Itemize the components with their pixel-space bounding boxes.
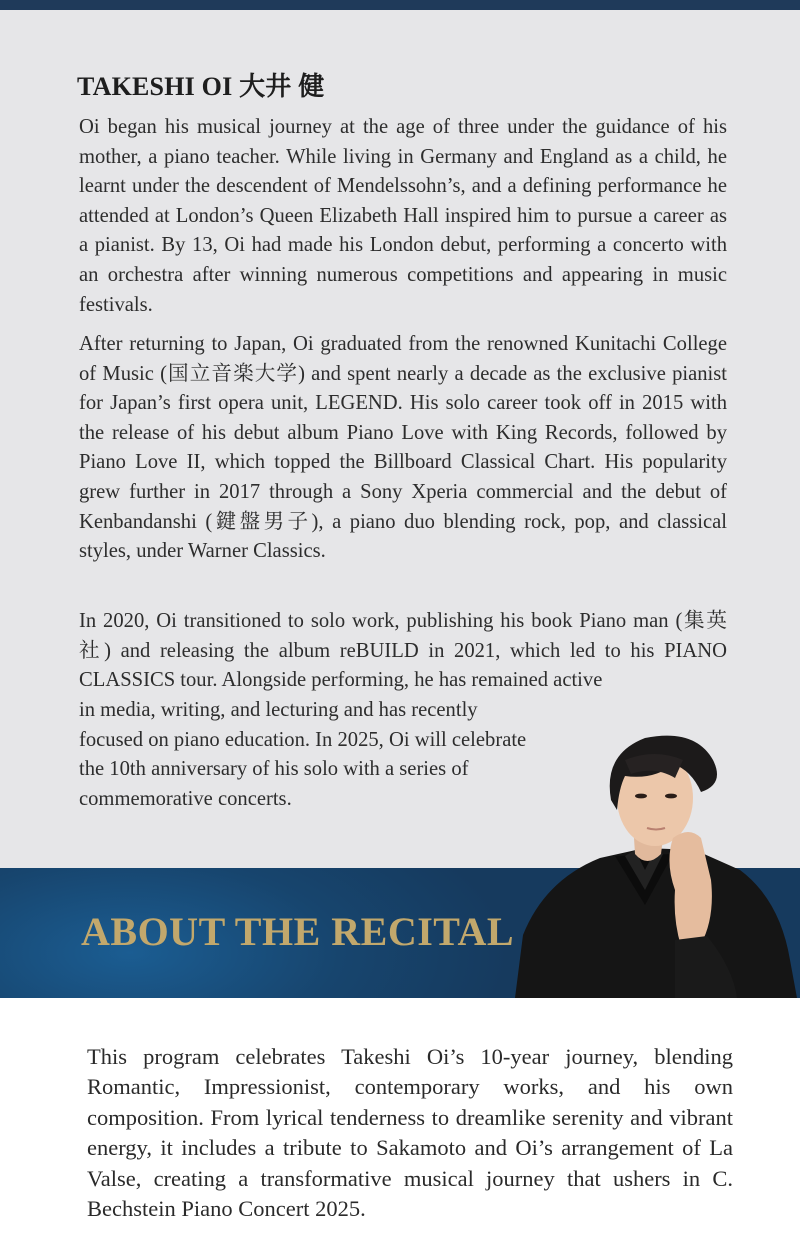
pianist-portrait-image [505, 730, 800, 998]
recital-description: This program celebrates Takeshi Oi’s 10-year journey, blending Romantic, Impressionist, contemporary works, and his own composition. From lyrical tenderness to dreamlike serenity and vibrant energy, it includes a tribute to Sakamoto and Oi’s arrangement of La Valse, creating a transformative musical journey that ushers in C. Bechstein Piano Concert 2025. [87, 1044, 733, 1222]
bio-paragraph-solo-work: In 2020, Oi transitioned to solo work, publishing his book Piano man (集英社) and releasing the album reBUILD in 2021, which led to his PIANO CLASSICS tour. Alongside performing, he has remained active [79, 610, 727, 692]
recital-heading: ABOUT THE RECITAL [81, 909, 515, 954]
artist-name-heading: TAKESHI OI 大井 健 [77, 72, 325, 101]
bio-paragraph-early-life: Oi began his musical journey at the age of three under the guidance of his mother, a piano teacher. While living in Germany and England as a child, he learnt under the descendent of Mendelssohn’s, and a defining performance he attended at London’s Queen Elizabeth Hall inspired him to pursue a career as a pianist. By 13, Oi had made his London debut, performing a concerto with an orchestra after winning numerous competitions and appearing in music festivals. [79, 116, 727, 316]
bio-paragraph-career: After returning to Japan, Oi graduated from the renowned Kunitachi College of Music (国立音楽大学) and spent nearly a decade as the exclusive pianist for Japan’s first opera unit, LEGEND. His solo career took off in 2015 with the release of his debut album Piano Love with King Records, followed by Piano Love II, which topped the Billboard Classical Chart. His popularity grew further in 2017 through a Sony Xperia commercial and the debut of Kenbandanshi (鍵盤男子), a piano duo blending rock, pop, and classical styles, under Warner Classics. [79, 333, 727, 563]
recital-description-section [0, 998, 800, 1236]
bio-paragraph-solo-work-continued: in media, writing, and lecturing and has recently focused on piano education. In 2025, Oi will celebrate the 10th anniversary of his solo with a series of commemorative concerts. [79, 699, 527, 810]
top-accent-bar [0, 0, 800, 10]
